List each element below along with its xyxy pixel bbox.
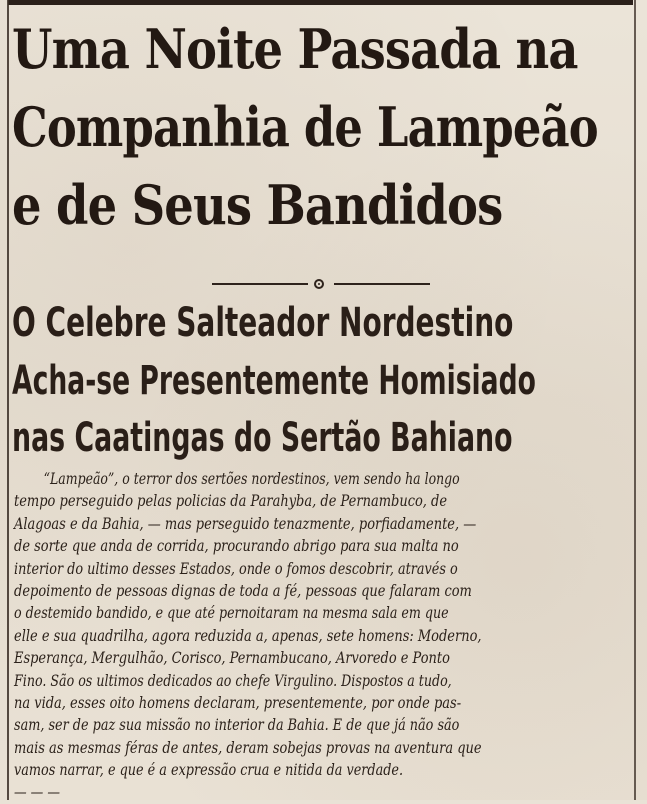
article-body (14, 468, 634, 804)
body-line: depoimento de pessoas dignas de toda a fé, pessoas que falaram com (14, 580, 472, 600)
body-line: Esperança, Mergulhão, Corisco, Pernambucano, Arvoredo e Ponto (14, 648, 450, 668)
body-line: interior do ultimo desses Estados, onde o fomos descobrir, através o (14, 558, 458, 578)
body-line: “Lampeão”, o terror dos sertões nordestinos, vem sendo ha longo (43, 469, 460, 488)
body-line: Fino. São os ultimos dedicados ao chefe Virgulino. Dispostos a tudo, (14, 670, 452, 690)
subheadline-line-1: O Celebre Salteador Nordestino (12, 300, 514, 346)
body-line: Alagoas e da Bahia, — mas perseguido tenazmente, porfiadamente, — (14, 513, 477, 533)
subheadline-line-2: Acha-se Presentemente Homisiado (12, 358, 536, 404)
body-line: elle e sua quadrilha, agora reduzida a, apenas, sete homens: Moderno, (14, 625, 482, 645)
top-border-rule (8, 0, 633, 5)
headline-line-2: Companhia de Lampeão (12, 95, 598, 159)
headline-line-1: Uma Noite Passada na (12, 17, 578, 81)
divider-right-line (334, 283, 430, 285)
right-column-rule (634, 0, 636, 800)
left-column-rule (7, 0, 9, 800)
body-line: mais as mesmas féras de antes, deram sobejas provas na aventura que (14, 737, 482, 757)
body-line: o destemido bandido, e que até pernoitaram na mesma sala em que (14, 603, 449, 623)
subheadline-line-3: nas Caatingas do Sertão Bahiano (12, 415, 513, 461)
body-line: tempo perseguido pelas policias da Parahyba, de Pernambuco, de (14, 491, 448, 511)
divider-center-ornament-icon (314, 279, 324, 289)
headline-line-3: e de Seus Bandidos (12, 173, 503, 237)
body-line: sam, ser de paz sua missão no interior da Bahia. E de que já não são (14, 715, 460, 735)
body-line: vamos narrar, e que é a expressão crua e nitida da verdade. (14, 760, 404, 780)
divider-left-line (212, 283, 308, 285)
body-line: na vida, esses oito homens declaram, presentemente, por onde pas- (14, 692, 462, 712)
ornamental-divider (212, 279, 430, 289)
body-line: de sorte que anda de corrida, procurando abrigo para sua malta no (14, 536, 459, 556)
body-line-cut: — — — (14, 782, 60, 802)
